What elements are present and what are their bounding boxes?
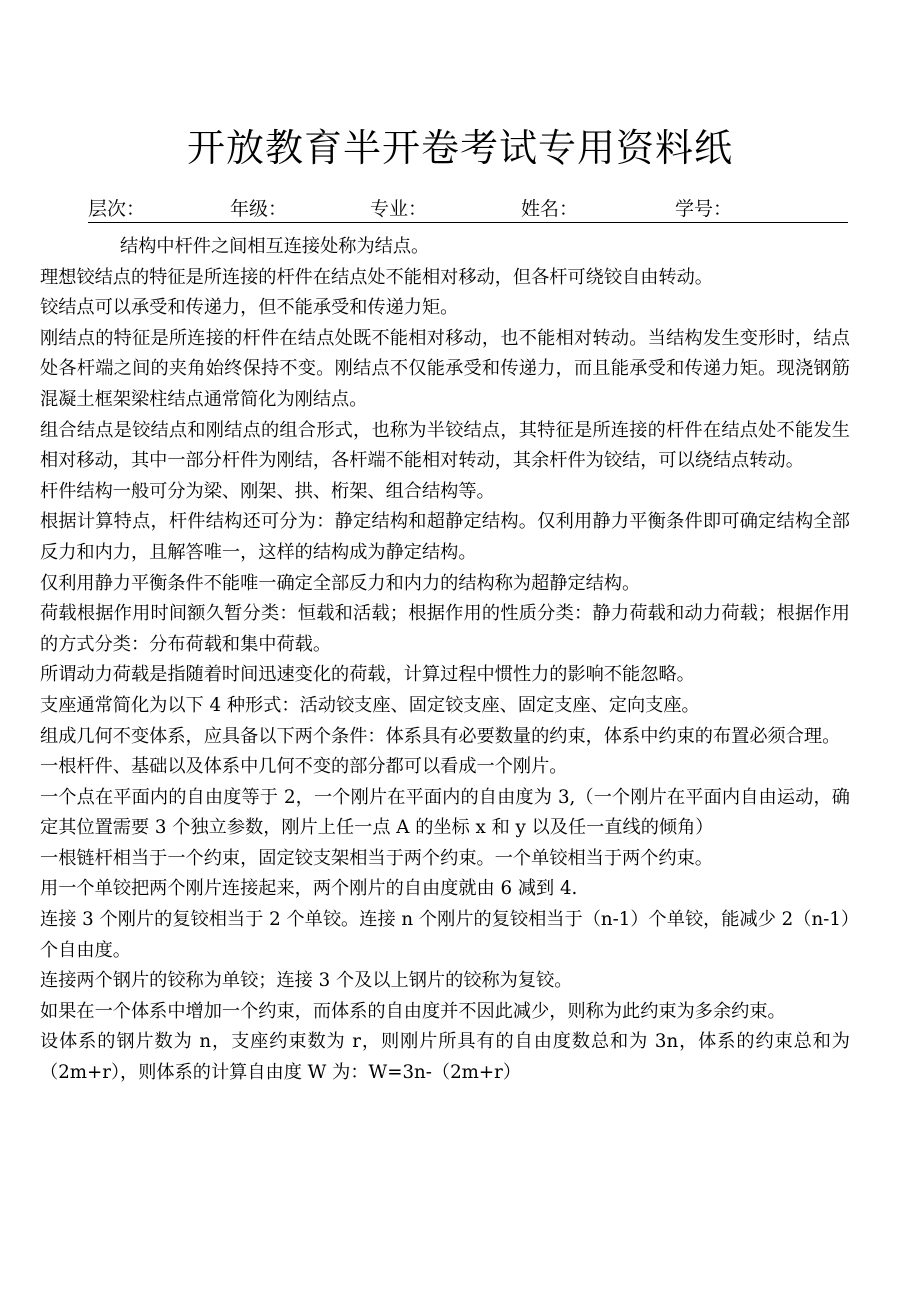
- level-label: 层次：: [88, 198, 146, 220]
- paragraph: 组成几何不变体系，应具备以下两个条件：体系具有必要数量的约束，体系中约束的布置必须合理。: [40, 725, 841, 747]
- paragraph: 连接两个钢片的铰称为单铰；连接 3 个及以上钢片的铰称为复铰。: [40, 970, 573, 992]
- page-title: 开放教育半开卷考试专用资料纸: [186, 126, 733, 170]
- name-label: 姓名：: [521, 198, 579, 220]
- paragraph: 杆件结构一般可分为梁、刚架、拱、桁架、组合结构等。: [40, 480, 495, 502]
- paragraph: 一根杆件、基础以及体系中几何不变的部分都可以看成一个刚片。: [40, 756, 568, 778]
- paragraph: 设体系的钢片数为 n，支座约束数为 r，则刚片所具有的自由度数总和为 3n，体系的约束总和为（2m+r），则体系的计算自由度 W 为：W=3n-（2m+r）: [40, 1031, 850, 1084]
- document-body: [40, 232, 850, 1089]
- paragraph: 如果在一个体系中增加一个约束，而体系的自由度并不因此减少，则称为此约束为多余约束。: [40, 1000, 786, 1022]
- paragraph: 一根链杆相当于一个约束，固定铰支架相当于两个约束。一个单铰相当于两个约束。: [40, 847, 713, 869]
- paragraph: 组合结点是铰结点和刚结点的组合形式，也称为半铰结点，其特征是所连接的杆件在结点处不能发生相对移动，其中一部分杆件为刚结，各杆端不能相对转动，其余杆件为铰结，可以绕结点转动。: [40, 419, 850, 472]
- grade-label: 年级：: [230, 198, 288, 220]
- paragraph: 连接 3 个刚片的复铰相当于 2 个单铰。连接 n 个刚片的复铰相当于（n-1）个单铰，能减少 2（n-1）个自由度。: [40, 909, 850, 961]
- paragraph: 理想铰结点的特征是所连接的杆件在结点处不能相对移动，但各杆可绕铰自由转动。: [40, 266, 713, 288]
- paragraph: 仅利用静力平衡条件不能唯一确定全部反力和内力的结构称为超静定结构。: [40, 572, 641, 594]
- major-label: 专业：: [370, 198, 428, 220]
- student-id-label: 学号：: [675, 198, 733, 220]
- paragraph: 结构中杆件之间相互连接处称为结点。: [120, 236, 430, 257]
- paragraph: 所谓动力荷载是指随着时间迅速变化的荷载，计算过程中惯性力的影响不能忽略。: [40, 664, 695, 686]
- paragraph: 铰结点可以承受和传递力，但不能承受和传递力矩。: [40, 297, 459, 319]
- paragraph: 用一个单铰把两个刚片连接起来，两个刚片的自由度就由 6 减到 4.: [40, 878, 578, 900]
- paragraph: 支座通常简化为以下 4 种形式：活动铰支座、固定铰支座、固定支座、定向支座。: [40, 694, 700, 716]
- student-info-row: [88, 196, 848, 223]
- paragraph: 一个点在平面内的自由度等于 2，一个刚片在平面内的自由度为 3,（一个刚片在平面内自由运动，确定其位置需要 3 个独立参数，刚片上任一点 A 的坐标 x 和 y 以及任一直线的倾角）: [40, 786, 850, 839]
- paragraph: 根据计算特点，杆件结构还可分为：静定结构和超静定结构。仅利用静力平衡条件即可确定结构全部反力和内力，且解答唯一，这样的结构成为静定结构。: [40, 511, 850, 563]
- paragraph: 荷载根据作用时间额久暂分类：恒载和活载；根据作用的性质分类：静力荷载和动力荷载；根据作用的方式分类：分布荷载和集中荷载。: [40, 603, 850, 655]
- paragraph: 刚结点的特征是所连接的杆件在结点处既不能相对移动，也不能相对转动。当结构发生变形时，结点处各杆端之间的夹角始终保持不变。刚结点不仅能承受和传递力，而且能承受和传递力矩。现浇钢筋混凝土框架梁柱结点通常简化为刚结点。: [40, 327, 850, 410]
